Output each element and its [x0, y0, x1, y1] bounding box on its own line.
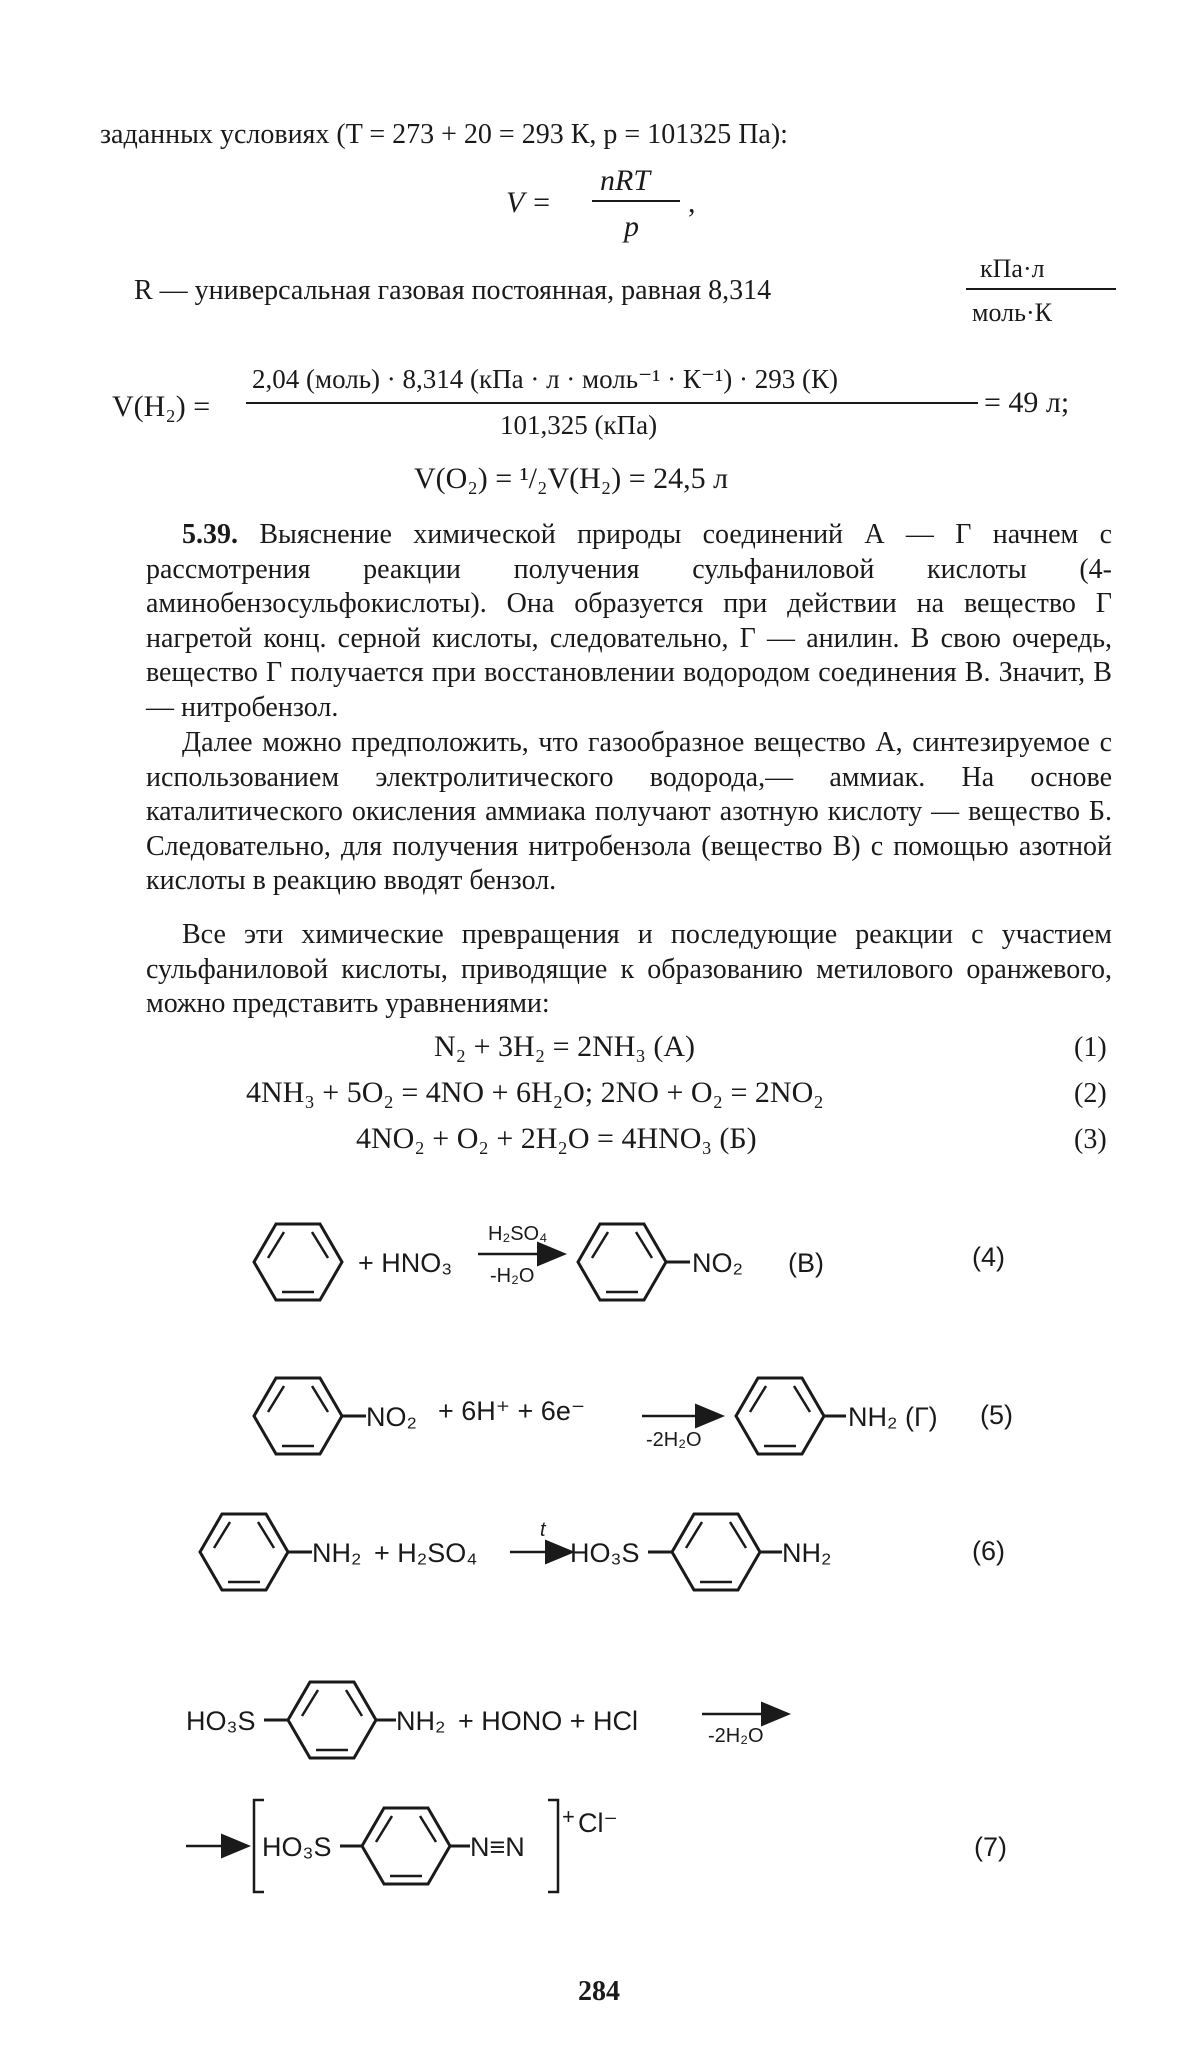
formula-v-denominator: p [624, 210, 639, 243]
reaction-4 [254, 1223, 1005, 1300]
vh2-numerator: 2,04 (моль) · 8,314 (кПа · л · моль⁻¹ · К⁻¹) · 293 (К) [252, 364, 838, 394]
r7b-charge: + [562, 1804, 575, 1829]
equation-3: 4NO₂ + O₂ + 2H₂O = 4HNO₃ (Б) [356, 1122, 757, 1155]
sulfanilic-ring-icon [288, 1682, 376, 1758]
reaction-7-part-1 [186, 1682, 786, 1758]
r7b-anion: Cl⁻ [578, 1808, 618, 1838]
paragraph-2-text: Далее можно предположить, что газообразное вещество А, синтезируемое с использованием электролитического водорода,— аммиак. На основе каталитического окисления аммиака получают азотную кислоту — вещество Б. Следовательно, для получения нитробензола (вещество В) с помощью азотной кислоты в реакцию вводят бензол. [146, 727, 1112, 897]
r4-label: (В) [788, 1248, 824, 1278]
equation-2-number: (2) [1074, 1078, 1107, 1109]
formula-v-tail: , [688, 186, 696, 219]
r6-number: (6) [972, 1536, 1005, 1566]
r5-arrow-below: -2H₂O [646, 1429, 702, 1451]
r6-arrow-above: t [540, 1519, 546, 1541]
vh2-lhs: V(H₂) = [112, 390, 211, 423]
r4-no2-group: NO₂ [692, 1248, 743, 1278]
equation-1: N₂ + 3H₂ = 2NH₃ (А) [434, 1030, 696, 1063]
aniline-ring-icon [200, 1514, 288, 1590]
r-unit-denominator: моль·К [972, 298, 1052, 327]
vo2-line: V(O₂) = ¹/₂V(H₂) = 24,5 л [414, 462, 729, 495]
equation-3-number: (3) [1074, 1124, 1107, 1155]
nitrobenzene-ring-icon [254, 1378, 342, 1454]
vh2-denominator: 101,325 (кПа) [500, 410, 658, 440]
r4-plus-hno3: + HNO₃ [358, 1248, 453, 1278]
close-bracket-icon [548, 1800, 558, 1892]
r7b-diazo: N≡N [470, 1832, 525, 1862]
equation-2: 4NH₃ + 5O₂ = 4NO + 6H₂O; 2NO + O₂ = 2NO₂ [246, 1076, 824, 1109]
reaction-5 [254, 1378, 1013, 1454]
r5-number: (5) [980, 1400, 1013, 1430]
paragraph-3-text: Все эти химические превращения и последующие реакции с участием сульфаниловой кислоты, приводящие к образованию метилового оранжевого, можно представить уравнениями: [146, 919, 1112, 1020]
r-constant-line: R — универсальная газовая постоянная, равная 8,314 [134, 275, 772, 306]
r6-nh2-right: NH₂ [782, 1538, 832, 1568]
r6-reagent: + H₂SO₄ [374, 1538, 478, 1568]
r7a-reagents: + HONO + HCl [458, 1706, 639, 1736]
r5-reagents: + 6H⁺ + 6e⁻ [438, 1396, 586, 1426]
r5-no2-group: NO₂ [366, 1402, 417, 1432]
r-unit-numerator: кПа·л [980, 254, 1045, 283]
r7b-ho3s: HO₃S [262, 1832, 332, 1862]
reaction-6 [200, 1514, 1005, 1590]
page-number: 284 [578, 1976, 620, 2007]
benzene-ring-icon [254, 1224, 342, 1300]
r7a-arrow-below: -2H₂O [708, 1725, 764, 1747]
formula-v-lhs: V = [506, 186, 552, 219]
nitrobenzene-ring-icon [578, 1224, 666, 1300]
intro-line: заданных условиях (T = 273 + 20 = 293 К, p = 101325 Па): [100, 119, 788, 150]
r7b-number: (7) [974, 1832, 1007, 1862]
r5-product: NH₂ (Г) [848, 1402, 938, 1432]
problem-number: 5.39. [182, 519, 238, 550]
r4-arrow-below: -H₂O [490, 1265, 535, 1287]
r6-nh2-group: NH₂ [312, 1538, 362, 1568]
diazonium-ring-icon [362, 1808, 450, 1884]
r6-ho3s: HO₃S [570, 1538, 640, 1568]
paragraph-1-text: Выяснение химической природы соединений А — Г начнем с рассмотрения реакции получения сульфаниловой кислоты (4-аминобензосульфокислоты). Она образуется при действии на вещество Г нагретой конц. серной кислоты, следовательно, Г — анилин. В свою очередь, вещество Г получается при восстановлении водородом соединения В. Значит, В — нитробензол. [146, 519, 1113, 723]
equation-1-number: (1) [1074, 1032, 1107, 1063]
r4-number: (4) [972, 1242, 1005, 1272]
aniline-ring-icon [736, 1378, 824, 1454]
sulfanilic-ring-icon [672, 1514, 760, 1590]
formula-v-numerator: nRT [600, 164, 651, 197]
reaction-7-part-2 [186, 1800, 1007, 1892]
vh2-rhs: = 49 л; [984, 386, 1070, 419]
r7a-ho3s: HO₃S [186, 1706, 256, 1736]
r7a-nh2: NH₂ [396, 1706, 446, 1736]
r4-arrow-above: H₂SO₄ [488, 1223, 548, 1245]
